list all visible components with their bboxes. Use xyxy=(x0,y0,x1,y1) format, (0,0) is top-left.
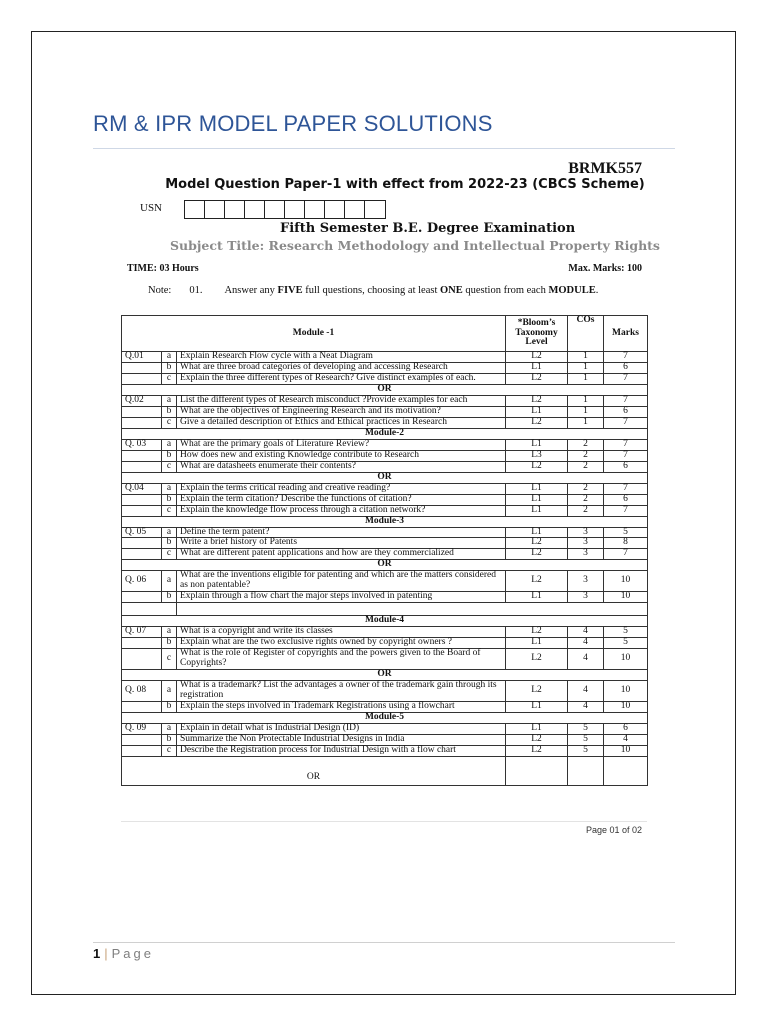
question-table xyxy=(121,315,648,786)
usn-boxes xyxy=(184,200,386,219)
question-text: Explain the term citation? Describe the functions of citation? xyxy=(177,494,506,505)
question-text: What are the objectives of Engineering Research and its motivation? xyxy=(177,406,506,417)
usn-label: USN xyxy=(140,202,163,214)
module-header: Module -1 xyxy=(122,316,506,352)
question-number xyxy=(122,450,162,461)
footer-separator: | xyxy=(104,946,108,961)
bloom-level: L2 xyxy=(506,627,568,638)
section-separator: OR xyxy=(122,472,648,483)
section-separator-row xyxy=(122,616,648,627)
bloom-level: L2 xyxy=(506,352,568,363)
bloom-level: L2 xyxy=(506,373,568,384)
bloom-level: L2 xyxy=(506,649,568,670)
question-row xyxy=(122,592,648,603)
blank-row xyxy=(122,603,648,616)
question-row xyxy=(122,723,648,734)
question-marks: 6 xyxy=(604,461,648,472)
question-part: b xyxy=(162,362,177,373)
course-outcome: 4 xyxy=(568,638,604,649)
course-outcome: 4 xyxy=(568,649,604,670)
bloom-level: L2 xyxy=(506,734,568,745)
question-text: What are three broad categories of developing and accessing Research xyxy=(177,362,506,373)
inner-page-number: Page 01 of 02 xyxy=(585,825,642,835)
question-part: a xyxy=(162,681,177,702)
course-outcome: 1 xyxy=(568,395,604,406)
question-row xyxy=(122,483,648,494)
question-row xyxy=(122,571,648,592)
question-text: Explain the knowledge flow process through a citation network? xyxy=(177,505,506,516)
question-part: a xyxy=(162,627,177,638)
question-rows xyxy=(122,352,648,786)
question-row xyxy=(122,352,648,363)
question-number: Q. 08 xyxy=(122,681,162,702)
course-outcome: 5 xyxy=(568,734,604,745)
question-number: Q. 05 xyxy=(122,527,162,538)
question-part: a xyxy=(162,571,177,592)
question-row xyxy=(122,627,648,638)
question-row xyxy=(122,702,648,713)
question-text: Explain the steps involved in Trademark Registrations using a flowchart xyxy=(177,702,506,713)
question-row xyxy=(122,461,648,472)
question-part: a xyxy=(162,723,177,734)
question-row xyxy=(122,362,648,373)
course-outcome: 1 xyxy=(568,406,604,417)
subject-title: Subject Title: Research Methodology and Intellectual Property Rights xyxy=(170,238,660,253)
inner-footer-rule xyxy=(121,821,647,822)
question-number: Q.04 xyxy=(122,483,162,494)
question-marks: 10 xyxy=(604,592,648,603)
question-marks: 6 xyxy=(604,723,648,734)
course-outcome: 4 xyxy=(568,627,604,638)
question-number: Q. 06 xyxy=(122,571,162,592)
question-marks: 7 xyxy=(604,417,648,428)
question-row xyxy=(122,649,648,670)
question-text: What is the role of Register of copyrights and the powers given to the Board of Copyrights? xyxy=(177,649,506,670)
question-number xyxy=(122,549,162,560)
section-separator: OR xyxy=(122,560,648,571)
question-row xyxy=(122,406,648,417)
course-outcome: 2 xyxy=(568,483,604,494)
question-number xyxy=(122,417,162,428)
question-text: Describe the Registration process for Industrial Design with a flow chart xyxy=(177,745,506,756)
question-part: c xyxy=(162,649,177,670)
marks-header: Marks xyxy=(604,316,648,352)
question-number xyxy=(122,592,162,603)
course-outcome: 1 xyxy=(568,417,604,428)
question-number xyxy=(122,745,162,756)
section-separator: Module-4 xyxy=(122,616,648,627)
bloom-level: L2 xyxy=(506,549,568,560)
question-part: b xyxy=(162,734,177,745)
question-marks: 10 xyxy=(604,649,648,670)
question-text: How does new and existing Knowledge contribute to Research xyxy=(177,450,506,461)
question-number xyxy=(122,373,162,384)
bloom-level: L1 xyxy=(506,494,568,505)
course-outcome: 5 xyxy=(568,723,604,734)
question-number xyxy=(122,702,162,713)
bloom-level: L2 xyxy=(506,538,568,549)
question-part: b xyxy=(162,450,177,461)
bloom-level: L1 xyxy=(506,406,568,417)
question-row xyxy=(122,734,648,745)
question-part: c xyxy=(162,461,177,472)
max-marks: Max. Marks: 100 xyxy=(568,263,642,274)
bloom-level: L2 xyxy=(506,571,568,592)
bloom-level: L2 xyxy=(506,681,568,702)
question-marks: 7 xyxy=(604,373,648,384)
question-text: What are datasheets enumerate their contents? xyxy=(177,461,506,472)
question-part: b xyxy=(162,702,177,713)
question-marks: 7 xyxy=(604,549,648,560)
question-marks: 5 xyxy=(604,627,648,638)
question-marks: 10 xyxy=(604,702,648,713)
question-marks: 4 xyxy=(604,734,648,745)
bloom-level: L2 xyxy=(506,745,568,756)
section-separator-row xyxy=(122,713,648,724)
document-title: RM & IPR MODEL PAPER SOLUTIONS xyxy=(93,111,493,136)
bloom-level: L1 xyxy=(506,362,568,373)
question-part: c xyxy=(162,373,177,384)
question-part: c xyxy=(162,745,177,756)
question-text: Summarize the Non Protectable Industrial Designs in India xyxy=(177,734,506,745)
question-marks: 7 xyxy=(604,505,648,516)
course-outcome: 4 xyxy=(568,702,604,713)
question-marks: 10 xyxy=(604,571,648,592)
bloom-level: L1 xyxy=(506,483,568,494)
section-separator: OR xyxy=(122,384,648,395)
course-outcome: 4 xyxy=(568,681,604,702)
question-text: Write a brief history of Patents xyxy=(177,538,506,549)
course-outcome: 3 xyxy=(568,592,604,603)
question-number xyxy=(122,734,162,745)
question-marks: 7 xyxy=(604,450,648,461)
bloom-level: L3 xyxy=(506,450,568,461)
question-part: b xyxy=(162,638,177,649)
exam-time: TIME: 03 Hours xyxy=(127,263,199,274)
course-outcome: 3 xyxy=(568,549,604,560)
course-outcome: 2 xyxy=(568,450,604,461)
question-text: What is a trademark? List the advantages a owner of the trademark gain through its registration xyxy=(177,681,506,702)
question-marks: 6 xyxy=(604,494,648,505)
course-outcome: 3 xyxy=(568,571,604,592)
question-row xyxy=(122,439,648,450)
question-part: c xyxy=(162,549,177,560)
instructions-note: Note: 01. Answer any FIVE full questions, choosing at least ONE question from each MODULE. xyxy=(148,285,599,296)
question-text: What are the inventions eligible for patenting and which are the matters considered as non patentable? xyxy=(177,571,506,592)
question-marks: 7 xyxy=(604,483,648,494)
question-number xyxy=(122,406,162,417)
question-row xyxy=(122,373,648,384)
course-outcome: 2 xyxy=(568,439,604,450)
course-outcome: 2 xyxy=(568,461,604,472)
question-part: a xyxy=(162,439,177,450)
question-marks: 8 xyxy=(604,538,648,549)
title-underline xyxy=(93,148,675,149)
question-row xyxy=(122,494,648,505)
section-separator: Module-5 xyxy=(122,713,648,724)
question-marks: 6 xyxy=(604,362,648,373)
question-part: b xyxy=(162,494,177,505)
bloom-level: L2 xyxy=(506,395,568,406)
question-text: Explain through a flow chart the major steps involved in patenting xyxy=(177,592,506,603)
paper-heading: Model Question Paper-1 with effect from 2022-23 (CBCS Scheme) xyxy=(165,177,645,192)
question-text: Explain the three different types of Research? Give distinct examples of each. xyxy=(177,373,506,384)
question-number xyxy=(122,461,162,472)
question-text: Explain Research Flow cycle with a Neat Diagram xyxy=(177,352,506,363)
question-text: List the different types of Research misconduct ?Provide examples for each xyxy=(177,395,506,406)
section-separator: Module-2 xyxy=(122,428,648,439)
footer-page-word: Page xyxy=(111,946,154,961)
section-separator: Module-3 xyxy=(122,516,648,527)
question-marks: 10 xyxy=(604,745,648,756)
question-row xyxy=(122,505,648,516)
question-row xyxy=(122,681,648,702)
question-part: c xyxy=(162,505,177,516)
question-text: What are the primary goals of Literature Review? xyxy=(177,439,506,450)
question-text: Explain the terms critical reading and creative reading? xyxy=(177,483,506,494)
cos-header: COs xyxy=(568,316,604,352)
question-text: Define the term patent? xyxy=(177,527,506,538)
question-text: What are different patent applications and how are they commercialized xyxy=(177,549,506,560)
bloom-level: L1 xyxy=(506,505,568,516)
course-outcome: 2 xyxy=(568,505,604,516)
bloom-header: *Bloom’s Taxonomy Level xyxy=(506,316,568,352)
question-part: c xyxy=(162,417,177,428)
question-marks: 7 xyxy=(604,352,648,363)
question-marks: 5 xyxy=(604,527,648,538)
course-outcome: 5 xyxy=(568,745,604,756)
question-marks: 7 xyxy=(604,395,648,406)
question-part: b xyxy=(162,538,177,549)
question-row xyxy=(122,417,648,428)
question-number: Q.01 xyxy=(122,352,162,363)
bloom-level: L1 xyxy=(506,723,568,734)
question-part: a xyxy=(162,483,177,494)
question-text: Explain what are the two exclusive rights owned by copyright owners ? xyxy=(177,638,506,649)
question-part: a xyxy=(162,352,177,363)
section-separator: OR xyxy=(122,670,648,681)
question-part: b xyxy=(162,592,177,603)
question-number xyxy=(122,494,162,505)
question-marks: 10 xyxy=(604,681,648,702)
question-number xyxy=(122,362,162,373)
bloom-level: L1 xyxy=(506,592,568,603)
section-separator-row xyxy=(122,384,648,395)
question-number xyxy=(122,505,162,516)
bloom-level: L1 xyxy=(506,702,568,713)
section-separator-row xyxy=(122,472,648,483)
bloom-level: L1 xyxy=(506,439,568,450)
question-marks: 6 xyxy=(604,406,648,417)
course-outcome: 1 xyxy=(568,373,604,384)
final-or-label: OR xyxy=(122,756,506,785)
bloom-level: L2 xyxy=(506,417,568,428)
question-row xyxy=(122,450,648,461)
bloom-level: L2 xyxy=(506,461,568,472)
question-row xyxy=(122,549,648,560)
question-part: a xyxy=(162,395,177,406)
question-number xyxy=(122,538,162,549)
course-outcome: 3 xyxy=(568,527,604,538)
course-outcome: 3 xyxy=(568,538,604,549)
course-outcome: 1 xyxy=(568,352,604,363)
course-outcome: 1 xyxy=(568,362,604,373)
bloom-level: L1 xyxy=(506,527,568,538)
footer-page-number: 1 xyxy=(93,946,101,961)
section-separator-row xyxy=(122,670,648,681)
course-code: BRMK557 xyxy=(568,160,642,177)
question-part: a xyxy=(162,527,177,538)
question-text: What is a copyright and write its classes xyxy=(177,627,506,638)
question-marks: 7 xyxy=(604,439,648,450)
question-text: Explain in detail what is Industrial Design (ID) xyxy=(177,723,506,734)
exam-title: Fifth Semester B.E. Degree Examination xyxy=(280,221,576,236)
question-row xyxy=(122,395,648,406)
question-number: Q. 03 xyxy=(122,439,162,450)
final-or-row xyxy=(122,756,648,785)
section-separator-row xyxy=(122,516,648,527)
question-number xyxy=(122,638,162,649)
question-part: b xyxy=(162,406,177,417)
question-marks: 5 xyxy=(604,638,648,649)
question-number: Q. 07 xyxy=(122,627,162,638)
question-number xyxy=(122,649,162,670)
question-row xyxy=(122,745,648,756)
section-separator-row xyxy=(122,428,648,439)
question-number: Q. 09 xyxy=(122,723,162,734)
bloom-level: L1 xyxy=(506,638,568,649)
question-text: Give a detailed description of Ethics and Ethical practices in Research xyxy=(177,417,506,428)
page-footer xyxy=(93,946,154,961)
question-number: Q.02 xyxy=(122,395,162,406)
footer-rule xyxy=(93,942,675,943)
course-outcome: 2 xyxy=(568,494,604,505)
